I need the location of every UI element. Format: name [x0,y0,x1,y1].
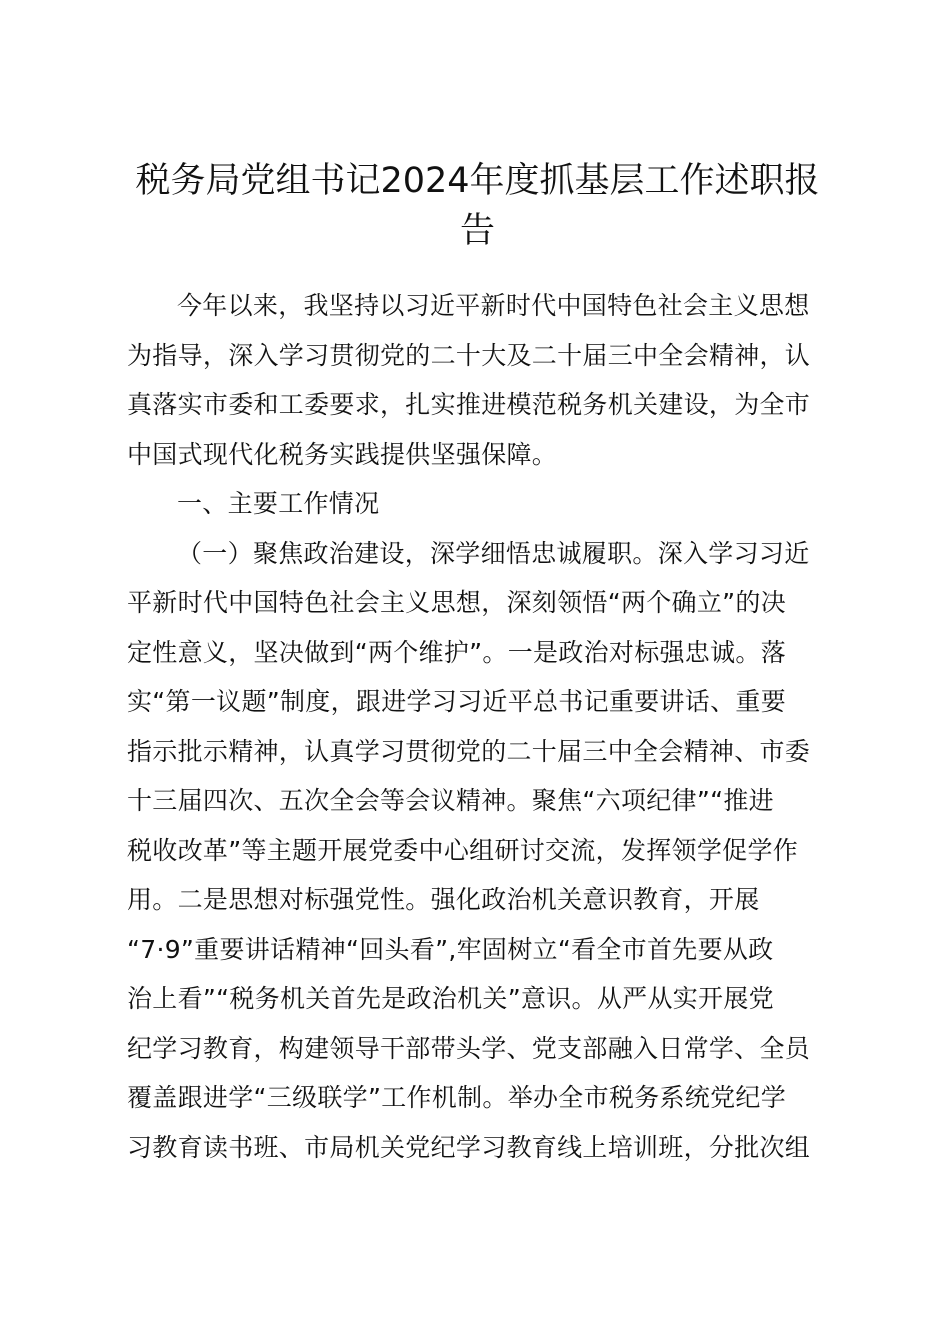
document-body [127,281,832,1172]
paragraph-line: 真落实市委和工委要求，扎实推进模范税务机关建设，为全市 [127,390,811,419]
paragraph-line: 为指导，深入学习贯彻党的二十大及二十届三中全会精神，认 [127,340,811,370]
paragraph-line: 习教育读书班、市局机关党纪学习教育线上培训班，分批次组 [127,1132,811,1162]
paragraph-line: 指示批示精神，认真学习贯彻党的二十届三中全会精神、市委 [127,736,811,766]
paragraph-line: 中国式现代化税务实践提供坚强保障。 [127,439,558,469]
paragraph-line: 纪学习教育，构建领导干部带头学、党支部融入日常学、全员 [127,1033,811,1063]
paragraph-line: （一）聚焦政治建设，深学细悟忠诚履职。深入学习习近 [177,538,810,568]
document-title [120,158,835,257]
paragraph-line: “7·9”重要讲话精神“回头看”,牢固树立“看全市首先要从政 [127,934,774,964]
section-heading: 一、主要工作情况 [177,489,380,518]
paragraph-line: 十三届四次、五次全会等会议精神。聚焦“六项纪律”“推进 [127,786,774,815]
paragraph-line: 用。二是思想对标强党性。强化政治机关意识教育，开展 [127,885,760,914]
paragraph-line: 治上看”“税务机关首先是政治机关”意识。从严从实开展党 [127,984,774,1013]
paragraph-line: 定性意义，坚决做到“两个维护”。一是政治对标强忠诚。落 [127,637,787,667]
title-line-1: 税务局党组书记2024年度抓基层工作述职报 [135,161,820,201]
paragraph-line: 实“第一议题”制度，跟进学习习近平总书记重要讲话、重要 [127,687,787,716]
paragraph-line: 税收改革”等主题开展党委中心组研讨交流，发挥领学促学作 [127,835,799,865]
paragraph-line: 今年以来，我坚持以习近平新时代中国特色社会主义思想 [177,291,810,320]
title-line-2: 告 [459,210,495,251]
paragraph-line: 覆盖跟进学“三级联学”工作机制。举办全市税务系统党纪学 [127,1083,787,1112]
paragraph-line: 平新时代中国特色社会主义思想，深刻领悟“两个确立”的决 [127,588,787,617]
